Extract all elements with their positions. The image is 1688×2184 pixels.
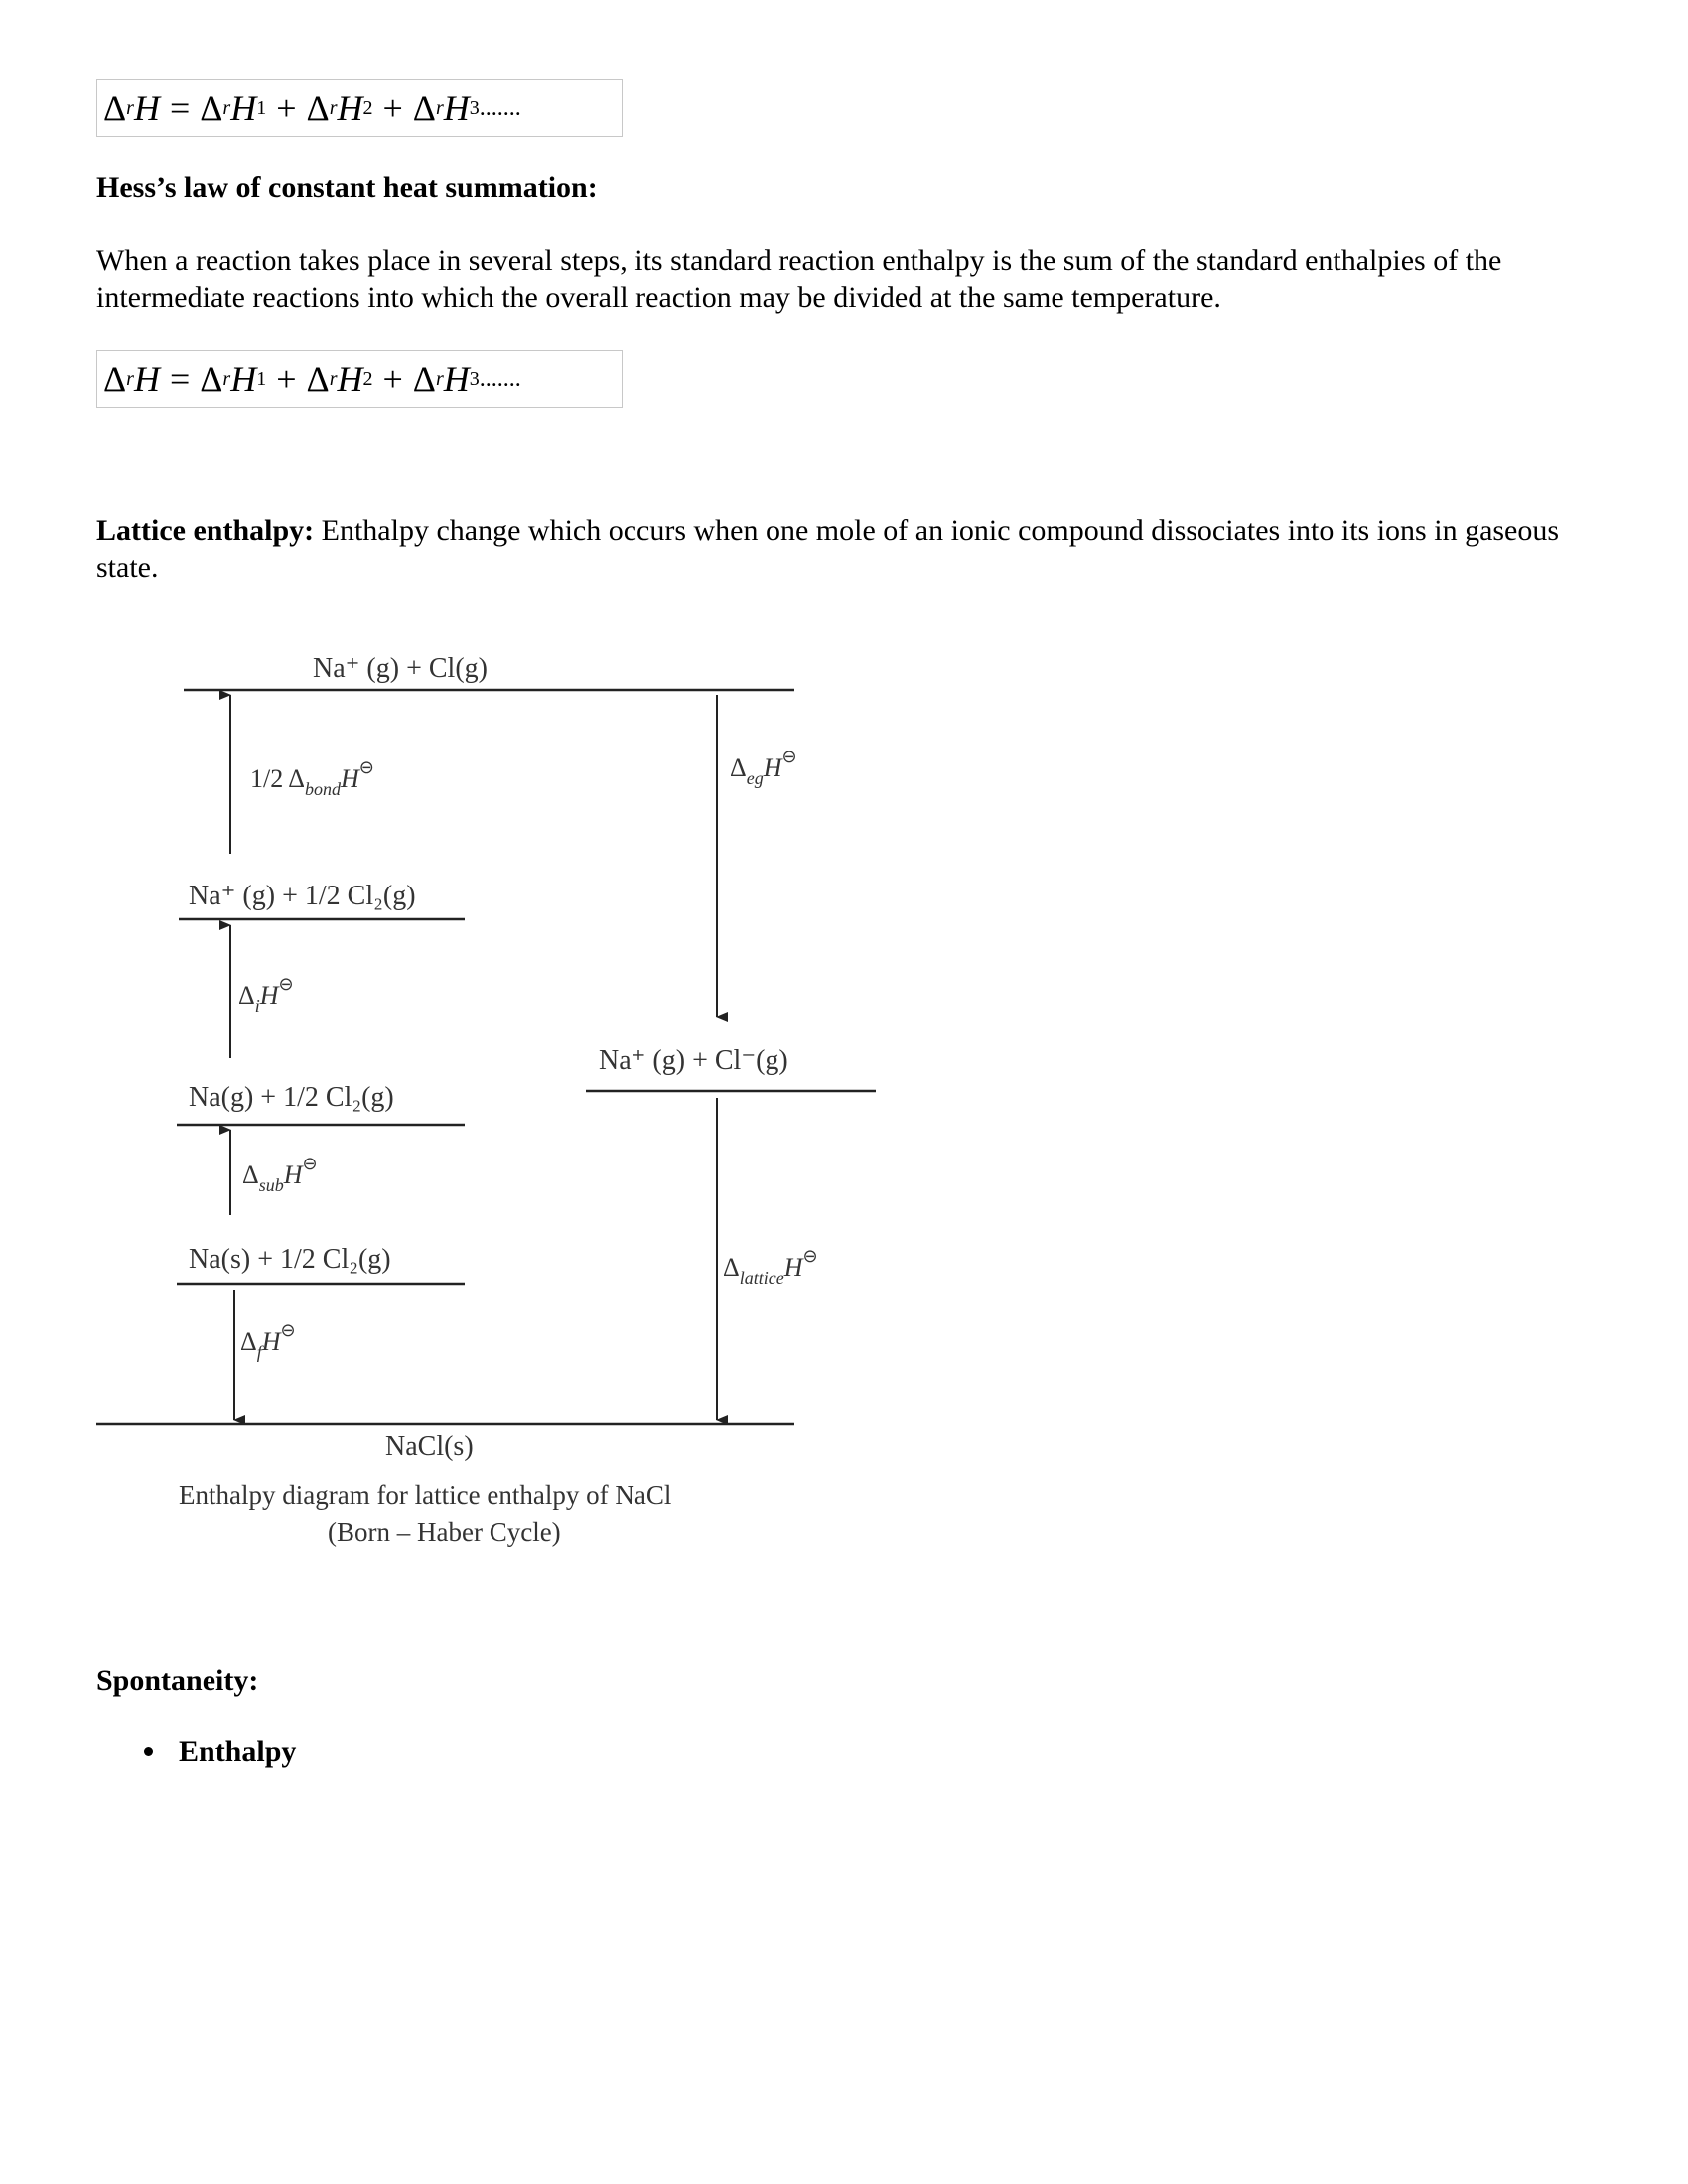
label-bond: 1/2 $\Delta_{bond}H^⊖$ bbox=[250, 757, 374, 799]
level-label-ions: Na⁺ (g) + Cl⁻(g) bbox=[599, 1045, 788, 1076]
lattice-term: Lattice enthalpy: bbox=[96, 514, 315, 547]
label-ionization: $\Delta_iH^⊖$ bbox=[238, 974, 294, 1016]
level-label-na-g: Na(g) + 1/2 Cl₂(g) bbox=[189, 1082, 394, 1113]
label-sublimation: $\Delta_{sub}H^⊖$ bbox=[242, 1154, 318, 1195]
bullet-icon bbox=[144, 1747, 153, 1756]
born-haber-diagram bbox=[0, 596, 993, 1588]
equation-box-1: Δ r H = Δ r H 1 + Δ r H 2 + Δ r H 3 ....... bbox=[96, 79, 623, 137]
lattice-definition bbox=[96, 512, 1606, 586]
label-electron-gain: $\Delta_{eg}H^⊖$ bbox=[730, 747, 797, 788]
level-label-nacl: NaCl(s) bbox=[385, 1432, 474, 1462]
label-formation: $\Delta_fH^⊖$ bbox=[240, 1320, 296, 1362]
level-label-top: Na⁺ (g) + Cl(g) bbox=[313, 653, 488, 684]
diagram-caption-line2: (Born – Haber Cycle) bbox=[328, 1517, 561, 1547]
hess-body: When a reaction takes place in several steps, its standard reaction enthalpy is the sum of the standard enthalpies of the intermediate reactions into which the overall reaction may be divided at the same temperature. bbox=[96, 244, 1502, 314]
equation-box-2: Δ r H = Δ r H 1 + Δ r H 2 + Δ r H 3 ....... bbox=[96, 350, 623, 408]
level-label-na-s: Na(s) + 1/2 Cl₂(g) bbox=[189, 1244, 391, 1275]
level-label-ion-cl2: Na⁺ (g) + 1/2 Cl₂(g) bbox=[189, 881, 416, 911]
diagram-caption-line1: Enthalpy diagram for lattice enthalpy of NaCl bbox=[179, 1480, 672, 1510]
hess-heading: Hess’s law of constant heat summation: bbox=[96, 171, 598, 204]
list-item: Enthalpy bbox=[144, 1735, 296, 1769]
spontaneity-heading: Spontaneity: bbox=[96, 1664, 259, 1697]
spontaneity-list bbox=[144, 1735, 296, 1769]
lattice-text: Enthalpy change which occurs when one mole of an ionic compound dissociates into its ions in gaseous state. bbox=[96, 514, 1560, 584]
label-lattice: $\Delta_{lattice}H^⊖$ bbox=[723, 1246, 818, 1288]
